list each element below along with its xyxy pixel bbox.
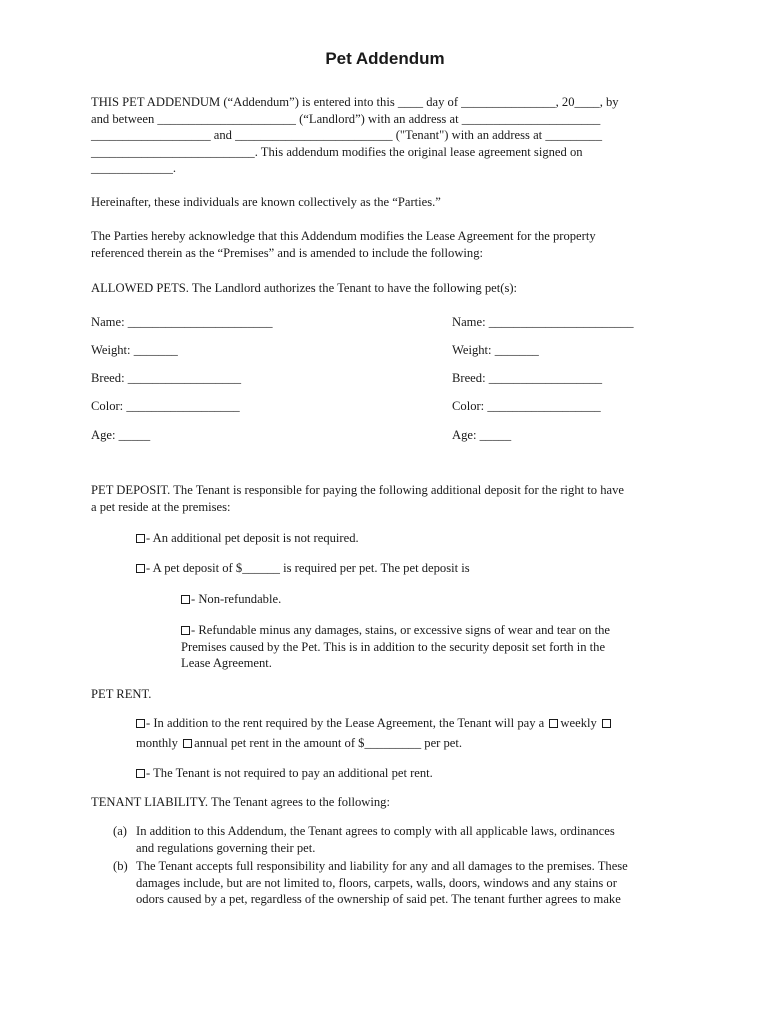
liability-item-line: odors caused by a pet, regardless of the ownership of said pet. The tenant further agrees to make [136,892,621,906]
pet-deposit-line: PET DEPOSIT. The Tenant is responsible for paying the following additional deposit for the right to have [91,483,624,497]
pet1-color-field: Color: __________________ [91,399,240,413]
weekly-label: weekly [560,716,597,730]
liability-item [136,858,696,908]
deposit-not-required-option [136,530,696,547]
refundable-line: Premises caused by the Pet. This is in addition to the security deposit set forth in the [181,639,606,654]
liability-item-line: The Tenant accepts full responsibility and liability for any and all damages to the premises. These [136,859,628,873]
pet-rent-not-required-label: - The Tenant is not required to pay an additional pet rent. [146,766,433,780]
liability-item-label: (a) [113,824,127,838]
acknowledge-line: The Parties hereby acknowledge that this Addendum modifies the Lease Agreement for the property [91,229,596,243]
non-refundable-checkbox[interactable] [181,595,190,604]
refundable-option [181,622,701,672]
pet2-name-field: Name: _______________________ [452,315,634,329]
pet-rent-heading: PET RENT. [91,687,152,701]
pet-rent-not-required-checkbox[interactable] [136,769,145,778]
deposit-not-required-checkbox[interactable] [136,534,145,543]
intro-paragraph [91,94,691,177]
acknowledge-line: referenced therein as the “Premises” and is amended to include the following: [91,245,484,260]
refundable-line: Lease Agreement. [181,656,272,670]
deposit-required-checkbox[interactable] [136,564,145,573]
refundable-checkbox[interactable] [181,626,190,635]
document-title: Pet Addendum [325,49,445,68]
intro-line: __________________________. This addendum modifies the original lease agreement signed on [91,144,583,159]
pet2-age-field: Age: _____ [452,428,512,442]
pet-deposit-paragraph [91,482,691,515]
pet-rent-not-required-option [136,765,696,782]
pet-deposit-line: a pet reside at the premises: [91,499,231,514]
hereinafter-paragraph: Hereinafter, these individuals are known collectively as the “Parties.” [91,195,441,209]
deposit-not-required-label: - An additional pet deposit is not required. [146,531,359,545]
liability-item-line: damages include, but are not limited to, floors, carpets, walls, doors, windows and any stains or [136,875,617,890]
liability-item-line: and regulations governing their pet. [136,840,316,855]
pet1-breed-field: Breed: __________________ [91,371,242,385]
pet2-breed-field: Breed: __________________ [452,371,603,385]
pet1-name-field: Name: _______________________ [91,315,273,329]
tenant-liability-heading: TENANT LIABILITY. The Tenant agrees to the following: [91,795,390,809]
pet-rent-pay-label: - In addition to the rent required by the Lease Agreement, the Tenant will pay a [146,716,545,730]
monthly-checkbox[interactable] [602,719,611,728]
allowed-pets-heading: ALLOWED PETS. The Landlord authorizes the Tenant to have the following pet(s): [91,281,518,295]
liability-item-label: (b) [113,859,128,873]
pet2-color-field: Color: __________________ [452,399,601,413]
pet1-age-field: Age: _____ [91,428,151,442]
liability-item [136,823,696,856]
pet1-weight-field: Weight: _______ [91,343,178,357]
annual-rent-label: annual pet rent in the amount of $_________ per pet. [194,735,463,750]
deposit-required-label: - A pet deposit of $______ is required per pet. The pet deposit is [146,561,470,575]
acknowledge-paragraph [91,228,691,261]
pet2-weight-field: Weight: _______ [452,343,539,357]
intro-line: and between ______________________ (“Landlord”) with an address at ______________________ [91,111,601,126]
pet-rent-pay-checkbox[interactable] [136,719,145,728]
liability-item-line: In addition to this Addendum, the Tenant agrees to comply with all applicable laws, ordinances [136,824,615,838]
non-refundable-option [181,591,701,608]
deposit-required-option [136,560,696,577]
intro-line: ___________________ and _________________________ ("Tenant") with an address at _________ [91,128,602,142]
annual-checkbox[interactable] [183,739,192,748]
non-refundable-label: - Non-refundable. [191,592,282,606]
pet-rent-pay-option [136,715,696,751]
refundable-label: - Refundable minus any damages, stains, or excessive signs of wear and tear on the [191,623,610,637]
monthly-label: monthly [136,735,178,750]
intro-line: _____________. [91,161,177,175]
intro-line: THIS PET ADDENDUM (“Addendum”) is entered into this ____ day of _______________, 20____, by [91,95,619,109]
weekly-checkbox[interactable] [549,719,558,728]
